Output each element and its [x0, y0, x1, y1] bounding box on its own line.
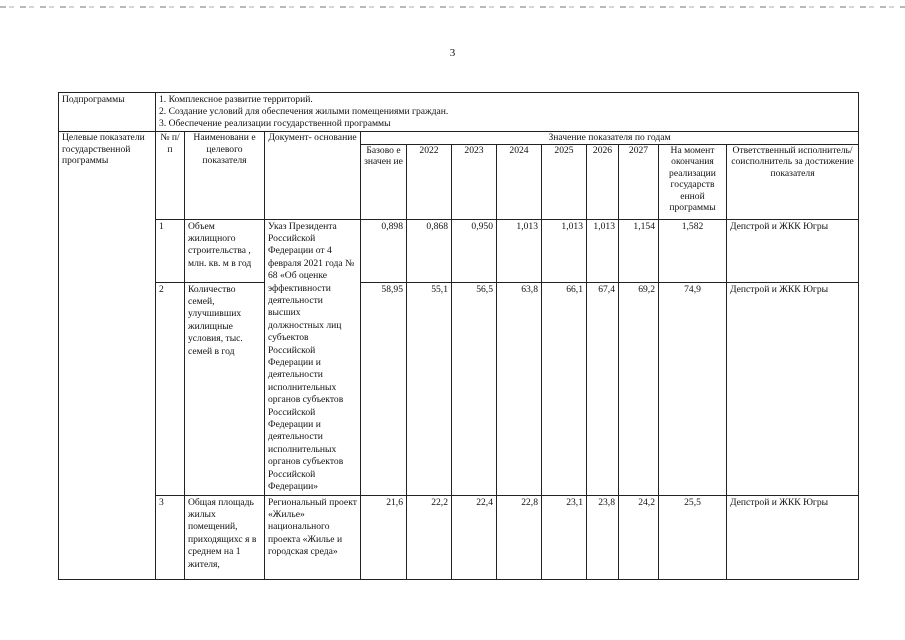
table-row	[59, 219, 859, 282]
row-2025: 66,1	[542, 282, 587, 495]
row-2022: 55,1	[407, 282, 452, 495]
row-name: Общая площадь жилых помещений, приходящихс я в среднем на 1 жителя,	[185, 495, 265, 579]
subprograms-row	[59, 93, 859, 132]
subprogram-item: 3. Обеспечение реализации государственной программы	[159, 118, 391, 129]
row-resp: Депстрой и ЖКК Югры	[727, 282, 859, 495]
row-end: 1,582	[659, 219, 727, 282]
row-name: Количество семей, улучшивших жилищные условия, тыс. семей в год	[185, 282, 265, 495]
row-resp: Депстрой и ЖКК Югры	[727, 219, 859, 282]
col-header-doc: Документ- основание	[265, 132, 361, 220]
row-2025: 23,1	[542, 495, 587, 579]
row-base: 0,898	[361, 219, 407, 282]
row-2022: 0,868	[407, 219, 452, 282]
row-2024: 22,8	[497, 495, 542, 579]
table-row	[59, 495, 859, 579]
row-2026: 1,013	[587, 219, 619, 282]
row-base: 58,95	[361, 282, 407, 495]
subprogram-item: 2. Создание условий для обеспечения жилыми помещениями граждан.	[159, 106, 449, 117]
col-header-2027: 2027	[619, 144, 659, 219]
col-header-base: Базово е значен ие	[361, 144, 407, 219]
row-2022: 22,2	[407, 495, 452, 579]
row-doc: Региональный проект «Жилье» национального проекта «Жилье и городская среда»	[265, 495, 361, 579]
col-header-end: На момент окончания реализации государств енной программы	[659, 144, 727, 219]
passport-table	[58, 92, 859, 580]
indicators-section-label: Целевые показатели государственной программы	[59, 132, 156, 580]
row-end: 25,5	[659, 495, 727, 579]
col-header-2025: 2025	[542, 144, 587, 219]
row-2025: 1,013	[542, 219, 587, 282]
row-2024: 63,8	[497, 282, 542, 495]
row-num: 1	[156, 219, 185, 282]
col-header-2022: 2022	[407, 144, 452, 219]
row-2024: 1,013	[497, 219, 542, 282]
row-num: 2	[156, 282, 185, 495]
row-2026: 67,4	[587, 282, 619, 495]
col-header-2024: 2024	[497, 144, 542, 219]
row-num: 3	[156, 495, 185, 579]
scan-edge-artifact	[0, 6, 905, 8]
page-number: 3	[449, 47, 456, 59]
row-2027: 24,2	[619, 495, 659, 579]
row-2027: 1,154	[619, 219, 659, 282]
table-row	[59, 282, 859, 495]
row-2026: 23,8	[587, 495, 619, 579]
row-2023: 0,950	[452, 219, 497, 282]
row-2023: 22,4	[452, 495, 497, 579]
col-header-values-group: Значение показателя по годам	[361, 132, 859, 145]
row-2027: 69,2	[619, 282, 659, 495]
col-header-resp: Ответственный исполнитель/ соисполнитель за достижение показателя	[727, 144, 859, 219]
row-name: Объем жилищного строительства , млн. кв. м в год	[185, 219, 265, 282]
subprograms-list	[156, 93, 859, 132]
col-header-num: № п/п	[156, 132, 185, 220]
indicators-header-row	[59, 132, 859, 145]
subprogram-item: 1. Комплексное развитие территорий.	[159, 94, 313, 105]
col-header-name: Наименовани е целевого показателя	[185, 132, 265, 220]
row-2023: 56,5	[452, 282, 497, 495]
row-end: 74,9	[659, 282, 727, 495]
row-base: 21,6	[361, 495, 407, 579]
col-header-2026: 2026	[587, 144, 619, 219]
row-resp: Депстрой и ЖКК Югры	[727, 495, 859, 579]
col-header-2023: 2023	[452, 144, 497, 219]
row-doc: Указ Президента Российской Федерации от 4 февраля 2021 года № 68 «Об оценке эффективности деятельности высших должностных лиц субъектов Российской Федерации и деятельности исполнительных органов субъектов Российской Федерации и деятельности исполнительных органов субъектов Российской Федерации»	[265, 219, 361, 495]
subprograms-label: Подпрограммы	[59, 93, 156, 132]
